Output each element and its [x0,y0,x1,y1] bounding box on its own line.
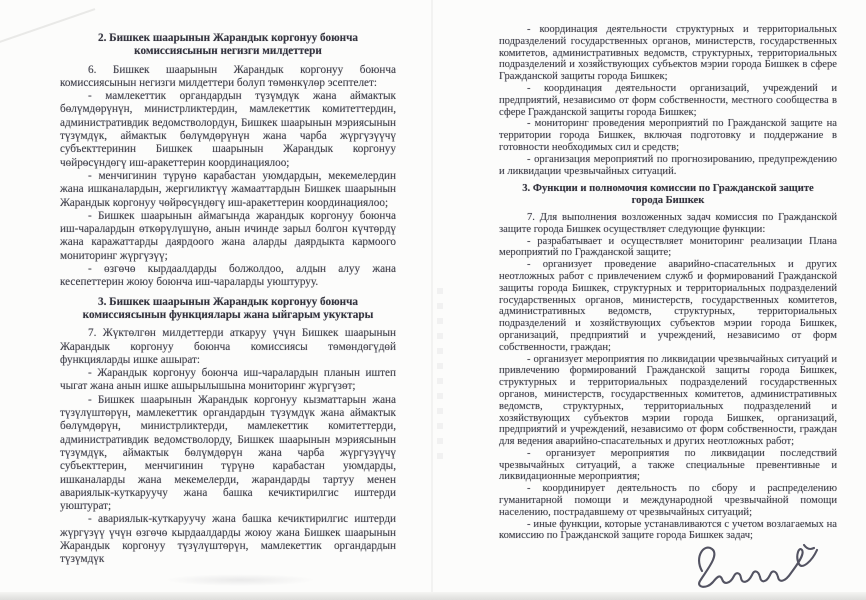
paragraph: - разрабатывает и осуществляет мониторинг реализации Плана мероприятий по Гражданской защите; [499,235,837,259]
paragraph: - Бишкек шаарынын аймагында жарандык коргонуу боюнча иш-чаралардын өткөрүлүшүнө, анын ичинде зарыл болгон күчтөрдү жана каражаттарды даярдоого жана аларды даярдыкта кармоого мониторинг жүргүзүү; [60,209,396,262]
right-heading-section-3: 3. Функции и полномочия комиссии по Гражданской защите города Бишкек [522,183,814,207]
paragraph: 6. Бишкек шаарынын Жарандык коргонуу боюнча комиссиясынын негизги милдеттери болуп төмөнкүлөр эсептелет: [60,63,396,89]
paragraph: - Бишкек шаарынын Жарандык коргонуу кызматтарын жана түзүлүштөрүн, мамлекеттик органдардын түзүмдүк жана аймактык бөлүмдөрүн, министрликтерди, мамлекеттик комитеттерди, административдик ведомстволорду, Бишкек шаарынын мэриясынын түзүмдүк, аймактык бөлүмдөрүн жана чарба жүргүзүүчү субъекттерин, менчигинин түрүнө карабастан уюмдарды, ишканаларды жана мекемелерди, жарандарды тартуу менен авариялык-куткаруучу жана башка кечиктирилгис иштерди уюштурат; [60,393,396,513]
paragraph: - өзгөчө кырдаалдарды болжолдоо, алдын алуу жана кесепеттерин жоюу боюнча иш-чараларды уюштуруу. [60,263,396,289]
signature-icon [686,537,822,595]
paragraph: - мониторинг проведения мероприятий по Гражданской защите на территории города Бишкек, включая подготовку и поддержание в готовности необходимых сил и средств; [499,118,837,153]
paragraph: - Жарандык коргонуу боюнча иш-чаралардын планын иштеп чыгат жана анын ишке ашырылышына мониторинг жүргүзөт; [60,367,396,393]
paragraph: - координация деятельности структурных и территориальных подразделений государственных органов, министерств, государственных комитетов, административных ведомств, структурных, территориальных подразделений и хозяйствующих субъектов мэрии города Бишкек в сфере Гражданской защиты города Бишкек; [499,24,837,83]
paragraph: - менчигинин түрүнө карабастан уюмдардын, мекемелердин жана ишканалардын, жергиликтүү жамааттардын Бишкек шаарынын Жарандык коргонуу чөйрөсүндөгү иш-аракеттерин координациялоо; [60,169,396,209]
paragraph: 7. Жүктөлгөн милдеттерди аткаруу үчүн Бишкек шаарынын Жарандык коргонуу боюнча комиссиясы төмөндөгүдөй функцияларды ишке ашырат: [60,327,396,366]
paragraph: 7. Для выполнения возложенных задач комиссия по Гражданской защите города Бишкек осуществляет следующие функции: [499,211,837,235]
paragraph: - координация деятельности организаций, учреждений и предприятий, независимо от форм собственности, местного сообщества в сфере Гражданской защиты города Бишкек; [499,82,837,118]
paragraph: - иные функции, которые устанавливаются с учетом возлагаемых на комиссию по Гражданской защите города Бишкек задач; [499,518,837,542]
paragraph: - мамлекеттик органдардын түзүмдүк жана аймактык бөлүмдөрүнүн, министрликтердин, мамлекеттик комитеттердин, административдик ведомстволордун, Бишкек шаарынын мэриясынын түзүмдүк, аймактык бөлүмдөрүнүн жана чарба жүргүзүүчү субъекттеринин Бишкек шаарынын Жарандык коргонуу чөйрөсүндөгү иш-аракеттерин координациялоо; [60,90,396,169]
paragraph: - организация мероприятий по прогнозированию, предупреждению и ликвидации чрезвычайных ситуаций. [499,153,837,177]
paragraph: - организует мероприятия по ликвидации последствий чрезвычайных ситуаций, а также специальные превентивные и ликвидационные мероприятия; [499,447,837,483]
paragraph: - организует проведение аварийно-спасательных и других неотложных работ с привлечением служб и формирований Гражданской защиты города Бишкек, структурных и территориальных подразделений государственных органов, министерств, государственных комитетов, административных ведомств, структурных, территориальных подразделений и хозяйствующих субъектов мэрии города Бишкек, организаций, предприятий и учреждений, независимо от форм собственности, граждан; [499,259,837,353]
paragraph: - авариялык-куткаруучу жана башка кечиктирилгис иштерди жүргүзүү үчүн өзгөчө кырдаалдарды жоюу жана Бишкек шаарынын Жарандык коргонуу түзүлүштөрүн, мамлекеттик органдардын түзүмдүк [60,513,396,566]
left-heading-section-2: 2. Бишкек шаарынын Жарандык коргонуу боюнча комиссиясынын негизги милдеттери [97,32,358,58]
paragraph: - организует мероприятия по ликвидации чрезвычайных ситуаций и привлечению формирований Гражданской защиты города Бишкек, структурных и территориальных подразделений государственных органов, министерств, государственных комитетов, административных ведомств, структурных, территориальных подразделений и хозяйствующих субъектов мэрии города Бишкек, организаций, предприятий и учреждений, независимо от форм собственности, граждан для ведения аварийно-спасательных и других неотложных работ; [499,353,837,448]
right-page [433,0,866,600]
paragraph: - координирует деятельность по сбору и распределению гуманитарной помощи и международной чрезвычайной помощи населению, пострадавшему от чрезвычайных ситуаций; [499,483,837,518]
left-heading-section-3: 3. Бишкек шаарынын Жарандык коргонуу боюнча комиссиясынын функциялары жана ыйгарым укуктары [82,295,374,321]
handwritten-signature [686,537,822,595]
left-page-text-column [60,26,396,567]
right-page-text-column [499,24,837,542]
